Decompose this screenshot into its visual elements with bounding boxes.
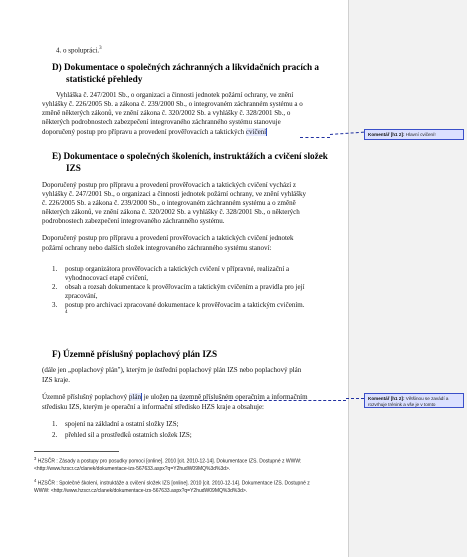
comment-connector	[160, 400, 346, 401]
footnote-ref: 4	[65, 310, 68, 315]
list-item-text: vyhodnocovací etapě cvičení,	[65, 274, 148, 282]
comment-balloon[interactable]: Komentář [h1 2]: Hlavní cvičení!	[364, 129, 464, 140]
list-item: 2.	[52, 283, 58, 291]
paragraph-line: Doporučený postup pro přípravu a provedení prověřovacích a taktických cvičení vychází z	[42, 181, 297, 189]
section-f-heading: F) Územně příslušný poplachový plán IZS	[52, 349, 218, 359]
commented-text[interactable]: cvičení	[245, 128, 267, 136]
footnote: $^4$ HZSČR : Společné školení, instruktáže a cvičení složek IZS [online]. 2010 [cit. 2010-12-14]. Dokumentace IZS. Dostupné z WWW: <http://www.hzscr.cz/clanek/dokumentace-izs-567633.aspx?q=Y2hudW09MQ%3d%3d>.	[34, 478, 310, 494]
paragraph-line: některých podrobnostech zabezpečení integrovaného záchranného systému stanovuje	[42, 118, 281, 126]
paragraph-line: doporučený postup pro přípravu a provedení prověřovacích a taktických cvičení	[42, 128, 267, 136]
section-e-heading: E) Dokumentace o společných školeních, instruktážích a cvičení složek IZS	[52, 151, 328, 173]
paragraph-line: vyhlášky č. 247/2001 Sb., o organizaci a činnosti jednotek požární ochrany, ve znění vyhlášky	[42, 190, 306, 198]
paragraph-line: změně některých zákonů, ve znění zákona č. 320/2002 Sb. a vyhlášky č. 328/2001 Sb., o	[42, 109, 291, 117]
paragraph-line: vyhlášky č. 226/2005 Sb. a zákona č. 239/2000 Sb., o integrovaném záchranném systému a o	[42, 100, 303, 108]
list-item: 1.	[52, 420, 58, 428]
comment-connector	[346, 398, 364, 399]
list-item-text: spojení na základní a ostatní složky IZS;	[65, 420, 179, 428]
paragraph-line: Vyhláška č. 247/2001 Sb., o organizaci a činnosti jednotek požární ochrany, ve znění	[56, 91, 294, 99]
commented-text[interactable]: plán	[128, 393, 141, 401]
list-item-text: postup pro archivaci zpracované dokumentace k prověřovacím a taktickým cvičením.	[65, 301, 305, 309]
paragraph-line: požární ochrany nebo dalších složek integrovaného záchranného systému stanoví:	[42, 244, 272, 252]
comment-balloon[interactable]: Komentář [h1 2]: Většinou se zavádí a rozvrhuje trénink a vše je v tomto	[364, 393, 464, 408]
list-item-text: postup organizátora prověřovacích a taktických cvičení v přípravné, realizační a	[65, 265, 290, 273]
list-item: 1.	[52, 265, 58, 273]
list-item-text: přehled sil a prostředků ostatních složek IZS;	[65, 431, 192, 439]
section-d-heading: D) Dokumentace o společných záchranných a likvidačních pracích a statistické přehledy	[52, 62, 319, 84]
footnote-separator	[34, 451, 119, 452]
list-item: 4. o spolupráci.$^3$	[56, 46, 102, 55]
comment-connector	[300, 137, 330, 138]
paragraph-line: č. 226/2005 Sb. a zákona č. 239/2000 Sb., o integrovaném záchranném systému a o změně	[42, 199, 296, 207]
comment-margin-pane	[348, 0, 467, 557]
paragraph-line: Územně příslušný poplachový plán je uložen na územně příslušném operačním a informačním	[42, 393, 308, 401]
list-item-text: obsah a rozsah dokumentace k prověřovacím a taktickým cvičením a pravidla pro její	[65, 283, 305, 291]
footnote: $^3$ HZSČR : Zásady a postupy pro posudky pomoci [online]. 2010 [cit. 2010-12-14]. Dokumentace IZS. Dostupné z WWW: <http://www.hzscr.cz/clanek/dokumentace-izs-567633.aspx?q=Y2hudW09MQ%3d%3d>.	[34, 456, 302, 472]
paragraph-line: IZS kraje.	[42, 376, 70, 384]
paragraph-line: některých zákonů, ve znění zákona č. 320/2002 Sb. a vyhlášky č. 328/2001 Sb., o některých	[42, 208, 300, 216]
paragraph-line: (dále jen „poplachový plán"), kterým je ústřední poplachový plán IZS nebo poplachový plán	[42, 366, 302, 374]
list-item: 2.	[52, 431, 58, 439]
paragraph-line: středisku IZS, kterým je operační a informační středisko HZS kraje a obsahuje:	[42, 403, 264, 411]
list-item-text: zpracování,	[65, 292, 98, 300]
paragraph-line: Doporučený postup pro přípravu a provedení prověřovacích a taktických cvičení jednotek	[42, 234, 294, 242]
paragraph-line: podrobnostech zabezpečení integrovaného záchranného systému.	[42, 217, 225, 225]
list-item: 3.	[52, 301, 58, 309]
